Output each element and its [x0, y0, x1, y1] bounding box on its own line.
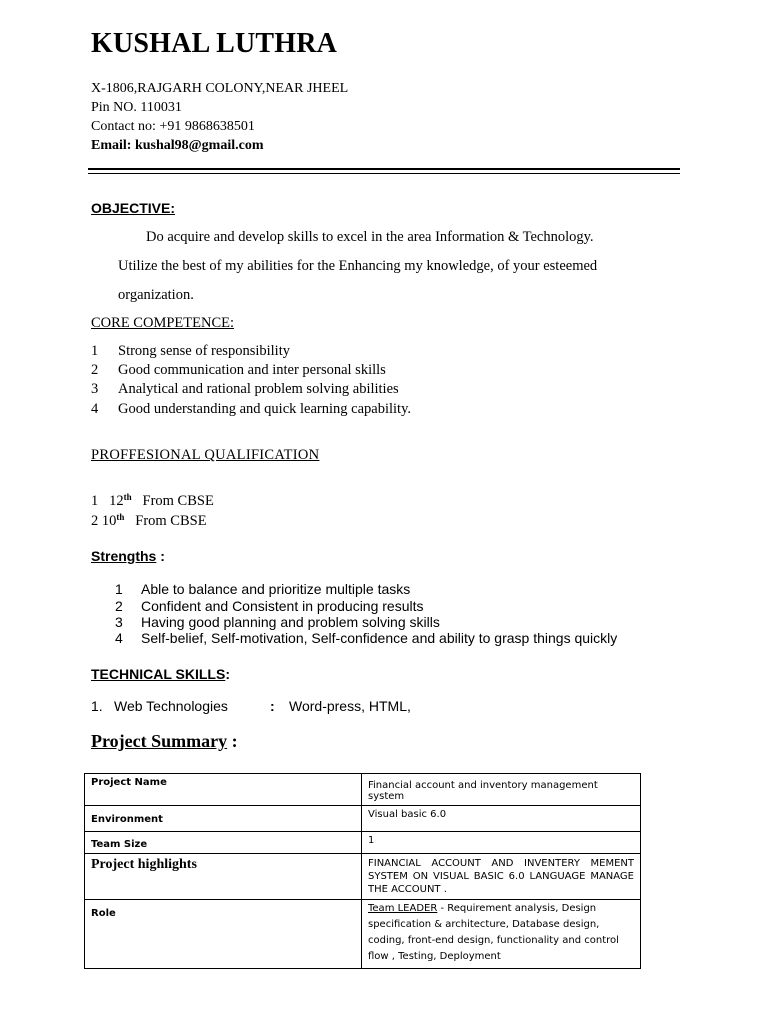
core-item-text: Good understanding and quick learning capability.	[118, 401, 412, 417]
strength-text: Having good planning and problem solving skills	[141, 614, 440, 630]
contact-number: Contact no: +91 9868638501	[91, 119, 255, 134]
qualification-grade: 12	[109, 493, 124, 509]
core-item	[91, 343, 290, 360]
core-item-text: Strong sense of responsibility	[118, 343, 290, 359]
pin-code: Pin NO. 110031	[91, 100, 182, 115]
core-item-text: Analytical and rational problem solving abilities	[118, 381, 399, 397]
objective-heading: OBJECTIVE:	[91, 200, 176, 216]
strength-text: Able to balance and prioritize multiple tasks	[141, 581, 411, 597]
strength-item	[115, 614, 440, 630]
core-item-number: 3	[91, 381, 99, 397]
strength-item	[115, 581, 410, 597]
qualification-board: From CBSE	[142, 493, 214, 509]
technical-value: Word-press, HTML,	[289, 698, 411, 714]
table-row	[85, 832, 641, 854]
core-item-number: 1	[91, 343, 99, 359]
technical-number: 1.	[91, 698, 103, 714]
strength-item	[115, 630, 617, 646]
core-item-number: 4	[91, 401, 99, 417]
core-item	[91, 381, 399, 398]
strength-number: 4	[115, 630, 123, 646]
strength-number: 3	[115, 614, 123, 630]
technical-separator: :	[270, 698, 275, 714]
email-address: Email: kushal98@gmail.com	[91, 138, 264, 153]
core-item-text: Good communication and inter personal skills	[118, 362, 386, 378]
role-description: - Requirement analysis, Design specification & architecture, Database design, coding, front-end design, functionality and control flow , Testing, Deployment	[368, 903, 619, 962]
strength-item	[115, 598, 424, 614]
qualification-heading: PROFFESIONAL QUALIFICATION	[91, 447, 320, 463]
project-heading: Project Summary	[91, 731, 228, 751]
role-label: Role	[85, 900, 362, 969]
project-name-label: Project Name	[85, 774, 362, 806]
strength-text: Confident and Consistent in producing results	[141, 598, 424, 614]
objective-line-2: Utilize the best of my abilities for the Enhancing my knowledge, of your esteemed	[118, 258, 598, 274]
qualification-item	[91, 492, 214, 510]
core-item-number: 2	[91, 362, 99, 378]
environment-value: Visual basic 6.0	[362, 806, 641, 832]
table-row	[85, 806, 641, 832]
team-size-label: Team Size	[85, 832, 362, 854]
qualification-board: From CBSE	[135, 513, 207, 529]
qualification-number: 1	[91, 493, 99, 509]
technical-heading: TECHNICAL SKILLS	[91, 666, 226, 682]
environment-label: Environment	[85, 806, 362, 832]
core-item	[91, 362, 386, 379]
core-item	[91, 401, 411, 418]
technical-label: Web Technologies	[114, 698, 228, 714]
role-lead: Team LEADER	[368, 903, 438, 914]
qualification-number: 2	[91, 513, 99, 529]
project-colon: :	[231, 731, 238, 751]
strengths-heading-row	[91, 548, 165, 564]
strength-number: 2	[115, 598, 123, 614]
technical-heading-row	[91, 666, 230, 682]
technical-colon: :	[225, 666, 230, 682]
candidate-name: KUSHAL LUTHRA	[91, 28, 338, 59]
project-highlights-label: Project highlights	[85, 854, 362, 900]
core-competence-heading: CORE COMPETENCE:	[91, 315, 234, 331]
project-highlights-value: FINANCIAL ACCOUNT AND INVENTERY MEMENT SYSTEM ON VISUAL BASIC 6.0 LANGUAGE MANAGE THE ACCOUNT .	[362, 854, 641, 900]
strengths-colon: :	[160, 548, 165, 564]
project-name-value: Financial account and inventory management system	[362, 774, 641, 806]
objective-line-1: Do acquire and develop skills to excel in the area Information & Technology.	[146, 229, 594, 245]
objective-line-3: organization.	[118, 287, 194, 303]
header-divider-thin	[88, 173, 680, 174]
table-row	[85, 854, 641, 900]
qualification-grade-suffix: th	[116, 512, 125, 522]
project-heading-row	[91, 731, 238, 752]
strength-text: Self-belief, Self-motivation, Self-confidence and ability to grasp things quickly	[141, 630, 618, 646]
qualification-grade-suffix: th	[123, 492, 132, 502]
header-divider	[88, 168, 680, 170]
strengths-heading: Strengths	[91, 548, 157, 564]
team-size-value: 1	[362, 832, 641, 854]
technical-item	[91, 698, 103, 714]
project-summary-table	[84, 773, 641, 969]
qualification-item	[91, 512, 207, 530]
strength-number: 1	[115, 581, 123, 597]
table-row	[85, 774, 641, 806]
qualification-grade: 10	[101, 513, 117, 529]
address-line: X-1806,RAJGARH COLONY,NEAR JHEEL	[91, 81, 349, 96]
table-row	[85, 900, 641, 969]
role-value-cell	[362, 900, 641, 969]
